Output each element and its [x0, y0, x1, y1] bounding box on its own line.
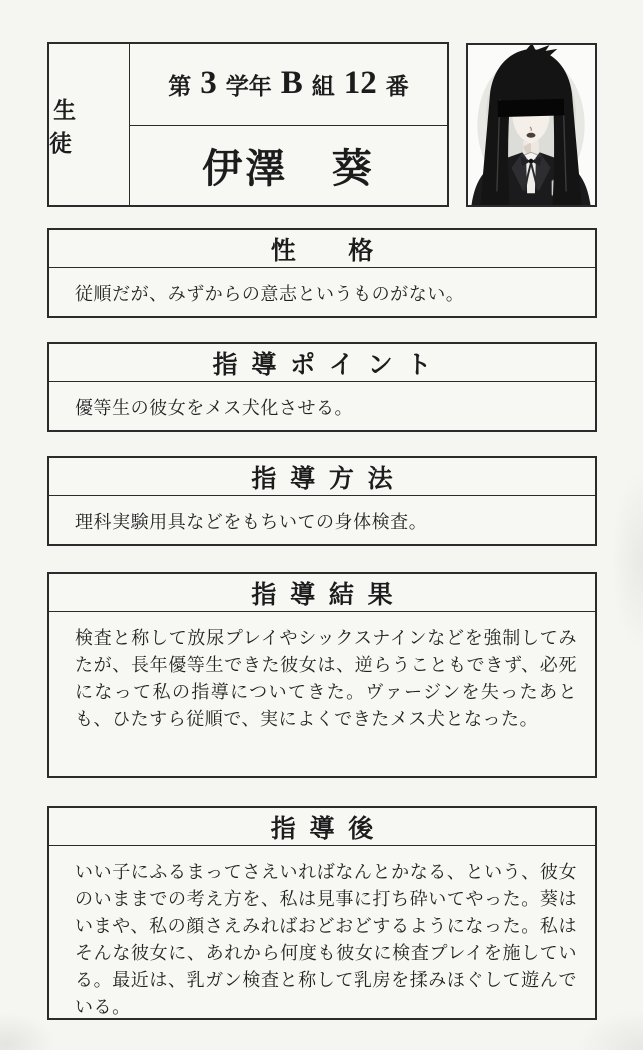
section-title: 指導結果 — [49, 574, 595, 612]
class-line-part: 組 — [311, 74, 335, 99]
section-title: 指導後 — [49, 808, 595, 846]
section-title: 指導ポイント — [49, 344, 595, 382]
portrait-image — [468, 45, 595, 205]
student-label: 生 徒 — [49, 44, 130, 205]
section-body: 従順だが、みずからの意志というものがない。 — [75, 284, 465, 304]
section-guidance-point — [47, 342, 597, 432]
class-line-part: 第 — [168, 74, 192, 99]
grade-number: 3 — [200, 65, 217, 101]
student-id-right — [130, 44, 447, 205]
section-body: 優等生の彼女をメス犬化させる。 — [75, 398, 354, 418]
class-letter: B — [280, 65, 303, 101]
section-body: いい子にふるまってさえいればなんとかなる、という、彼女のいままでの考え方を、私は見事に打ち砕いてやった。葵はいまや、私の顔さえみればおどおどするようになった。私はそんな彼女に、あれから何度も彼女に検査プレイを施している。最近は、乳ガン検査と称して乳房を揉みほぐして遊んでいる。 — [75, 862, 577, 1017]
student-name: 伊澤 葵 — [202, 146, 375, 191]
student-id-table — [47, 42, 449, 207]
class-line-part: 学年 — [225, 74, 272, 99]
section-personality — [47, 228, 597, 318]
section-body: 理科実験用具などをもちいての身体検査。 — [75, 512, 428, 532]
section-after-guidance — [47, 806, 597, 1020]
class-line-part: 番 — [385, 74, 409, 99]
section-guidance-result — [47, 572, 597, 778]
class-number-line — [130, 44, 447, 126]
section-body: 検査と称して放尿プレイやシックスナインなどを強制してみたが、長年優等生できた彼女は、逆らうこともできず、必死になって私の指導についてきた。ヴァージンを失ったあとも、ひたすら従順で、実によくできたメス犬となった。 — [75, 628, 577, 729]
censor-bar — [498, 99, 565, 117]
student-portrait — [466, 43, 597, 207]
section-guidance-method — [47, 456, 597, 546]
section-title: 指導方法 — [49, 458, 595, 496]
seat-number: 12 — [343, 65, 377, 101]
section-title: 性 格 — [49, 230, 595, 268]
